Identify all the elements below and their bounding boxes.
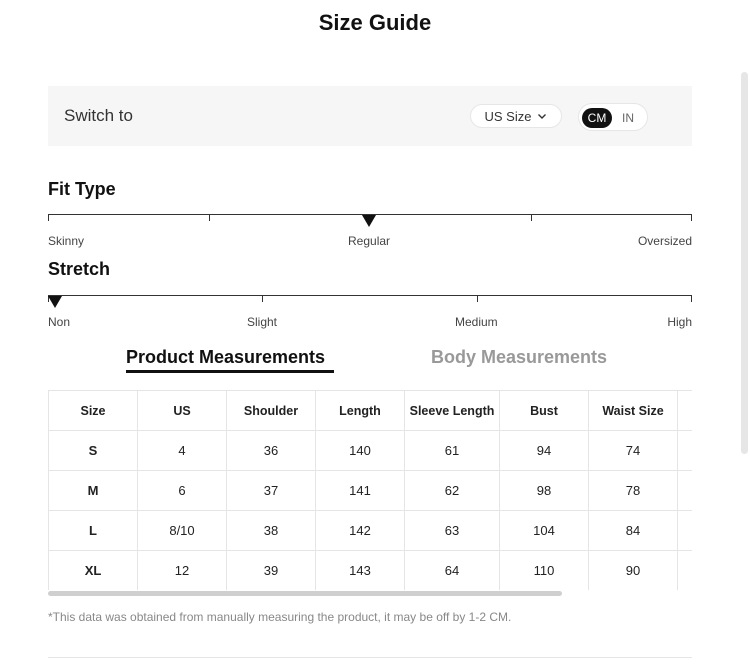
active-tab-underline bbox=[126, 370, 334, 373]
table-header-row bbox=[49, 391, 693, 431]
table-row bbox=[49, 471, 693, 511]
table-cell-overflow bbox=[678, 471, 693, 511]
scale-tick bbox=[691, 295, 692, 302]
unit-cm-button[interactable]: CM bbox=[582, 108, 612, 128]
size-cell: L bbox=[49, 511, 138, 551]
tab-product-measurements[interactable]: Product Measurements bbox=[126, 347, 326, 367]
size-system-value: US Size bbox=[484, 108, 532, 124]
chevron-down-icon bbox=[537, 111, 547, 121]
table-cell: 84 bbox=[589, 511, 678, 551]
size-system-dropdown[interactable] bbox=[470, 104, 562, 128]
scale-tick bbox=[209, 214, 210, 221]
column-header: Size bbox=[49, 391, 138, 431]
table-cell-overflow bbox=[678, 511, 693, 551]
stretch-label-non: Non bbox=[48, 315, 71, 329]
column-header: Waist Size bbox=[589, 391, 678, 431]
fit-marker-icon bbox=[362, 215, 376, 227]
table-cell: 141 bbox=[316, 471, 405, 511]
column-header: Bust bbox=[500, 391, 589, 431]
size-cell: M bbox=[49, 471, 138, 511]
stretch-marker-icon bbox=[48, 296, 62, 308]
table-cell: 12 bbox=[138, 551, 227, 591]
size-table bbox=[48, 390, 692, 590]
table-cell: 140 bbox=[316, 431, 405, 471]
scale-tick bbox=[48, 214, 49, 221]
column-header: Length bbox=[316, 391, 405, 431]
vertical-scrollbar[interactable] bbox=[741, 72, 748, 454]
tab-body-measurements[interactable]: Body Measurements bbox=[431, 347, 608, 367]
table-cell-overflow bbox=[678, 431, 693, 471]
scale-tick bbox=[691, 214, 692, 221]
fit-label-oversized: Oversized bbox=[637, 234, 692, 248]
column-header: US bbox=[138, 391, 227, 431]
size-cell: S bbox=[49, 431, 138, 471]
size-cell: XL bbox=[49, 551, 138, 591]
table-cell: 62 bbox=[405, 471, 500, 511]
table-cell: 143 bbox=[316, 551, 405, 591]
table-cell: 38 bbox=[227, 511, 316, 551]
column-header-overflow bbox=[678, 391, 693, 431]
stretch-label-slight: Slight bbox=[247, 315, 278, 329]
fit-label-skinny: Skinny bbox=[48, 234, 85, 248]
page-title: Size Guide bbox=[318, 10, 432, 35]
table-cell: 142 bbox=[316, 511, 405, 551]
unit-toggle bbox=[578, 103, 648, 131]
scale-tick bbox=[531, 214, 532, 221]
table-cell: 74 bbox=[589, 431, 678, 471]
table-cell: 90 bbox=[589, 551, 678, 591]
table-cell: 36 bbox=[227, 431, 316, 471]
table-cell: 94 bbox=[500, 431, 589, 471]
table-row bbox=[49, 511, 693, 551]
table-cell: 64 bbox=[405, 551, 500, 591]
table-cell: 98 bbox=[500, 471, 589, 511]
table-cell: 6 bbox=[138, 471, 227, 511]
horizontal-scrollbar[interactable] bbox=[48, 591, 562, 596]
scale-tick bbox=[477, 295, 478, 302]
table-cell: 63 bbox=[405, 511, 500, 551]
table-cell: 39 bbox=[227, 551, 316, 591]
measurement-tabs bbox=[0, 347, 750, 377]
unit-in-button[interactable]: IN bbox=[622, 111, 634, 125]
table-cell: 61 bbox=[405, 431, 500, 471]
table-cell: 37 bbox=[227, 471, 316, 511]
table-cell-overflow bbox=[678, 551, 693, 591]
scale-tick bbox=[262, 295, 263, 302]
table-row bbox=[49, 551, 693, 591]
switch-label: Switch to bbox=[64, 106, 133, 125]
fit-label-regular: Regular bbox=[348, 234, 391, 248]
table-cell: 4 bbox=[138, 431, 227, 471]
column-header: Sleeve Length bbox=[405, 391, 500, 431]
table-row bbox=[49, 431, 693, 471]
fit-type-heading: Fit Type bbox=[48, 179, 116, 199]
divider bbox=[48, 657, 692, 658]
scale-line bbox=[48, 295, 692, 296]
size-table-container[interactable] bbox=[48, 390, 692, 590]
stretch-label-high: High bbox=[667, 315, 692, 329]
table-cell: 78 bbox=[589, 471, 678, 511]
table-cell: 8/10 bbox=[138, 511, 227, 551]
unit-switch-bar bbox=[48, 86, 692, 146]
stretch-label-medium: Medium bbox=[455, 315, 498, 329]
stretch-heading: Stretch bbox=[48, 259, 111, 279]
measurement-disclaimer: *This data was obtained from manually measuring the product, it may be off by 1-2 CM. bbox=[48, 610, 512, 624]
table-cell: 104 bbox=[500, 511, 589, 551]
column-header: Shoulder bbox=[227, 391, 316, 431]
table-cell: 110 bbox=[500, 551, 589, 591]
